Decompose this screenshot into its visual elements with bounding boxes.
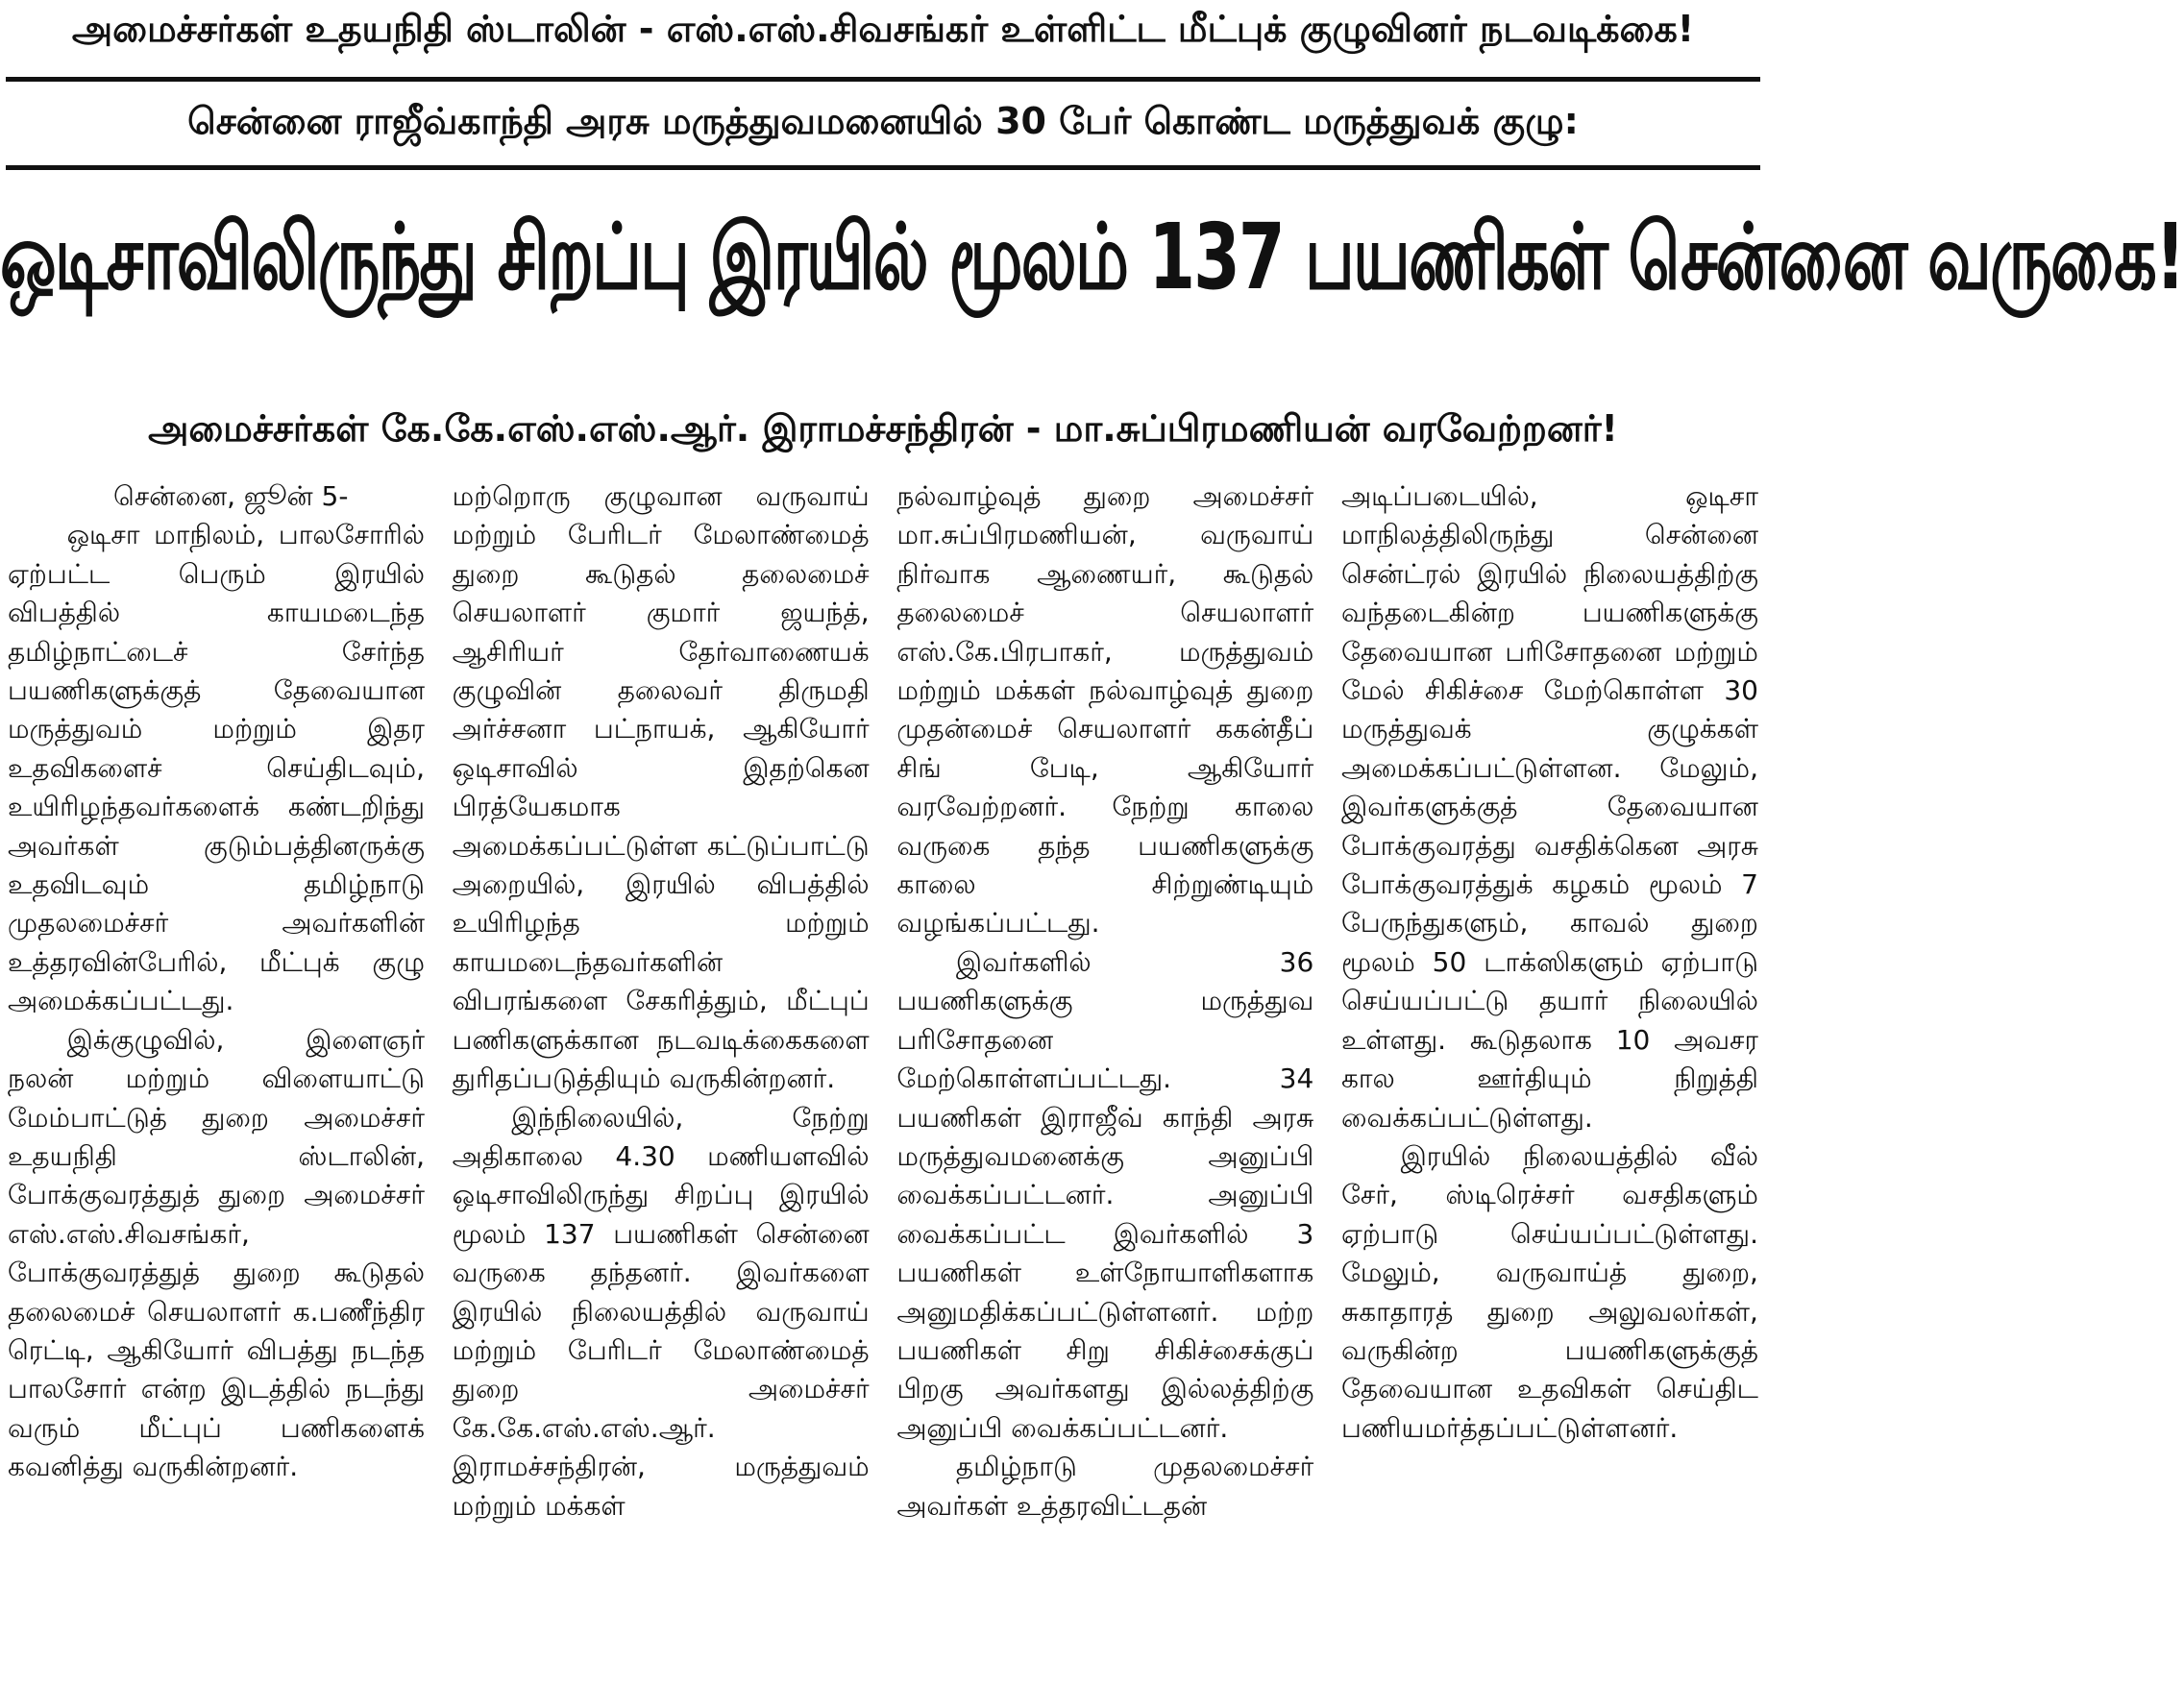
kicker-headline-1: அமைச்சர்கள் உதயநிதி ஸ்டாலின் - எஸ்.எஸ்.சிவசங்கர் உள்ளிட்ட மீட்புக் குழுவினர் நடவடிக்கை! bbox=[71, 8, 1695, 50]
paragraph: ஒடிசா மாநிலம், பாலசோரில் ஏற்பட்ட பெரும் இரயில் விபத்தில் காயமடைந்த தமிழ்நாட்டைச் சேர்ந்த பயணிகளுக்குத் தேவையான மருத்துவம் மற்றும் இதர உதவிகளைச் செய்திடவும், உயிரிழந்தவர்களைக் கண்டறிந்து அவர்கள் குடும்பத்தினருக்கு உதவிடவும் தமிழ்நாடு முதலமைச்சர் அவர்களின் உத்தரவின்பேரில், மீட்புக் குழு அமைக்கப்பட்டது. bbox=[8, 519, 425, 1017]
paragraph: இரயில் நிலையத்தில் வீல் சேர், ஸ்டிரெச்சர் வசதிகளும் ஏற்பாடு செய்யப்பட்டுள்ளது. மேலும், வருவாய்த் துறை, சுகாதாரத் துறை அலுவலர்கள், வருகின்ற பயணிகளுக்குத் தேவையான உதவிகள் செய்திட பணியமர்த்தப்பட்டுள்ளனர். bbox=[1340, 1139, 1758, 1444]
paragraph: அடிப்படையில், ஒடிசா மாநிலத்திலிருந்து சென்னை சென்ட்ரல் இரயில் நிலையத்திற்கு வந்தடைகின்ற பயணிகளுக்கு தேவையான பரிசோதனை மற்றும் மேல் சிகிச்சை மேற்கொள்ள 30 மருத்துவக் குழுக்கள் அமைக்கப்பட்டுள்ளன. மேலும், இவர்களுக்குத் தேவையான போக்குவரத்து வசதிக்கென அரசு போக்குவரத்துக் கழகம் மூலம் 7 பேருந்துகளும், காவல் துறை மூலம் 50 டாக்ஸிகளும் ஏற்பாடு செய்யப்பட்டு தயார் நிலையில் உள்ளது. கூடுதலாக 10 அவசர கால ஊர்தியும் நிறுத்தி வைக்கப்பட்டுள்ளது. bbox=[1340, 480, 1758, 1134]
article-column-1 bbox=[8, 477, 425, 1682]
article-column-3 bbox=[896, 477, 1313, 1682]
dateline: சென்னை, ஜூன் 5- bbox=[113, 480, 349, 512]
sub-headline: அமைச்சர்கள் கே.கே.எஸ்.எஸ்.ஆர். இராமச்சந்திரன் - மா.சுப்பிரமணியன் வரவேற்றனர்! bbox=[148, 407, 1618, 450]
paragraph: நல்வாழ்வுத் துறை அமைச்சர் மா.சுப்பிரமணியன், வருவாய் நிர்வாக ஆணையர், கூடுதல் தலைமைச் செயலாளர் எஸ்.கே.பிரபாகர், மருத்துவம் மற்றும் மக்கள் நல்வாழ்வுத் துறை முதன்மைச் செயலாளர் ககன்தீப் சிங் பேடி, ஆகியோர் வரவேற்றனர். நேற்று காலை வருகை தந்த பயணிகளுக்கு காலை சிற்றுண்டியும் வழங்கப்பட்டது. bbox=[896, 480, 1314, 940]
article-column-4 bbox=[1341, 477, 1758, 1682]
paragraph: இந்நிலையில், நேற்று அதிகாலை 4.30 மணியளவில் ஒடிசாவிலிருந்து சிறப்பு இரயில் மூலம் 137 பயணிகள் சென்னை வருகை தந்தனர். இவர்களை இரயில் நிலையத்தில் வருவாய் மற்றும் பேரிடர் மேலாண்மைத் துறை அமைச்சர் கே.கே.எஸ்.எஸ்.ஆர். இராமச்சந்திரன், மருத்துவம் மற்றும் மக்கள் bbox=[452, 1101, 870, 1522]
paragraph: இக்குழுவில், இளைஞர் நலன் மற்றும் விளையாட்டு மேம்பாட்டுத் துறை அமைச்சர் உதயநிதி ஸ்டாலின், போக்குவரத்துத் துறை அமைச்சர் எஸ்.எஸ்.சிவசங்கர், போக்குவரத்துத் துறை கூடுதல் தலைமைச் செயலாளர் க.பணீந்திர ரெட்டி, ஆகியோர் விபத்து நடந்த பாலசோர் என்ற இடத்தில் நடந்து வரும் மீட்புப் பணிகளைக் கவனித்து வருகின்றனர். bbox=[8, 1023, 425, 1483]
article-body bbox=[8, 477, 1758, 1682]
article-column-2 bbox=[453, 477, 870, 1682]
headline-divider-2 bbox=[6, 165, 1760, 170]
paragraph: மற்றொரு குழுவான வருவாய் மற்றும் பேரிடர் மேலாண்மைத் துறை கூடுதல் தலைமைச் செயலாளர் குமார் ஜயந்த், ஆசிரியர் தேர்வாணையக் குழுவின் தலைவர் திருமதி அர்ச்சனா பட்நாயக், ஆகியோர் ஒடிசாவில் இதற்கென பிரத்யேகமாக அமைக்கப்பட்டுள்ள கட்டுப்பாட்டு அறையில், இரயில் விபத்தில் உயிரிழந்த மற்றும் காயமடைந்தவர்களின் விபரங்களை சேகரித்தும், மீட்புப் பணிகளுக்கான நடவடிக்கைகளை துரிதப்படுத்தியும் வருகின்றனர். bbox=[452, 480, 870, 1095]
paragraph: தமிழ்நாடு முதலமைச்சர் அவர்கள் உத்தரவிட்டதன் bbox=[896, 1451, 1314, 1522]
headline-divider-1 bbox=[6, 77, 1760, 82]
main-headline: ஒடிசாவிலிருந்து சிறப்பு இரயில் மூலம் 137 பயணிகள் சென்னை வருகை! bbox=[0, 204, 2184, 310]
paragraph: இவர்களில் 36 பயணிகளுக்கு மருத்துவ பரிசோதனை மேற்கொள்ளப்பட்டது. 34 பயணிகள் இராஜீவ் காந்தி அரசு மருத்துவமனைக்கு அனுப்பி வைக்கப்பட்டனர். அனுப்பி வைக்கப்பட்ட இவர்களில் 3 பயணிகள் உள்நோயாளிகளாக அனுமதிக்கப்பட்டுள்ளனர். மற்ற பயணிகள் சிறு சிகிச்சைக்குப் பிறகு அவர்களது இல்லத்திற்கு அனுப்பி வைக்கப்பட்டனர். bbox=[896, 945, 1314, 1444]
kicker-headline-2: சென்னை ராஜீவ்காந்தி அரசு மருத்துவமனையில் 30 பேர் கொண்ட மருத்துவக் குழு: bbox=[187, 100, 1579, 142]
